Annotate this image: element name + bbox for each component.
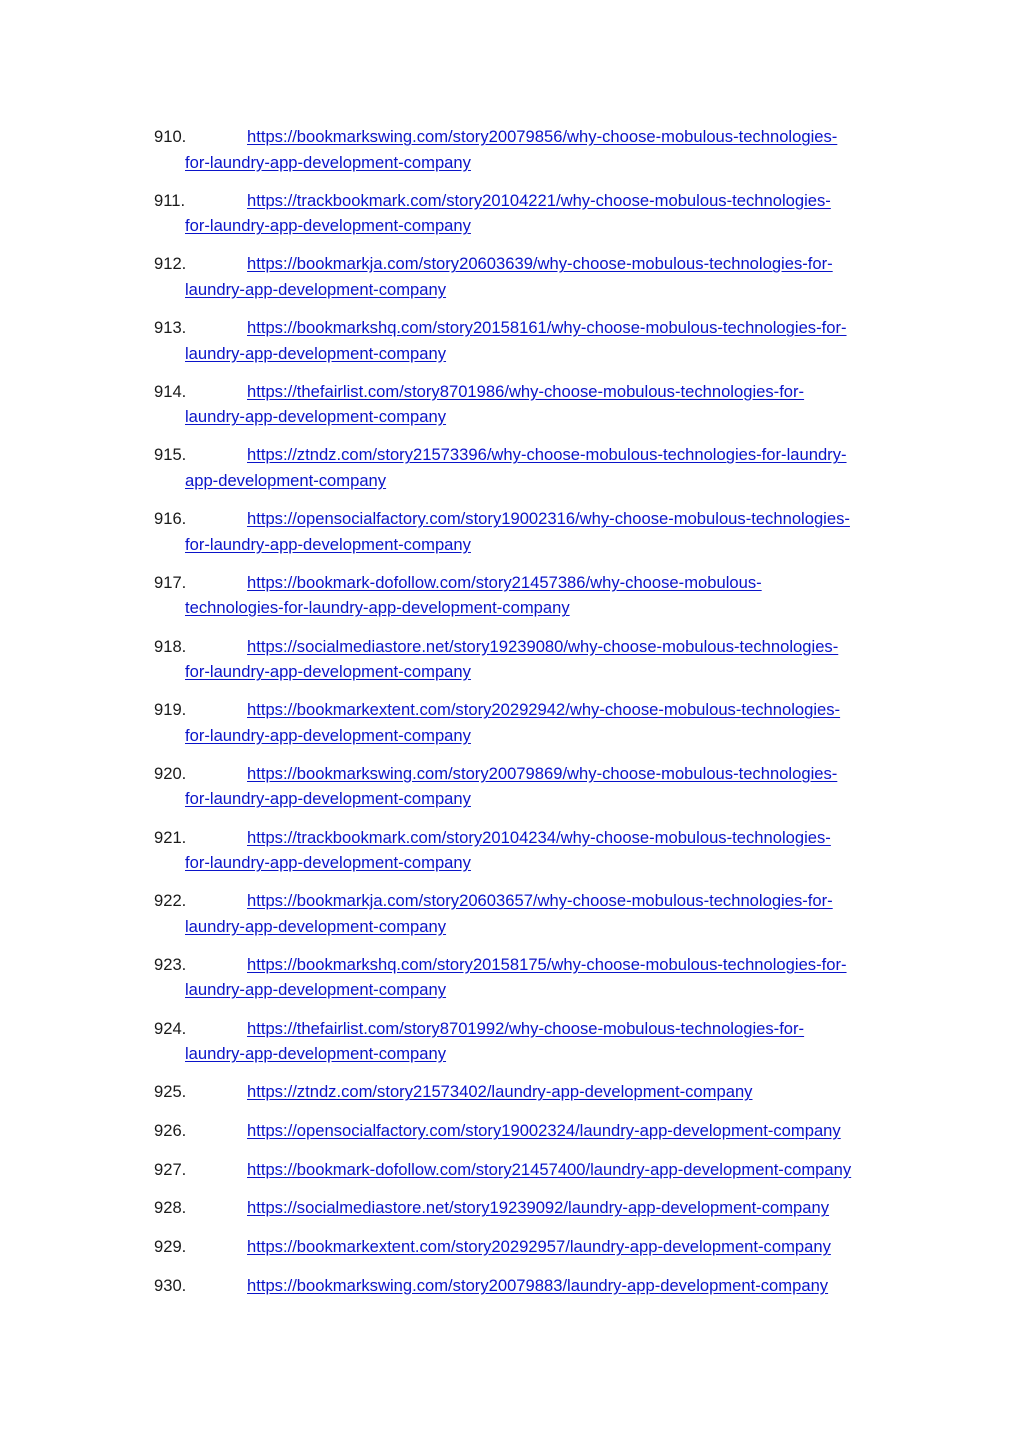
url-link-line-2: laundry-app-development-company	[185, 916, 447, 936]
list-item-number: 925.	[154, 1082, 187, 1102]
list-item-number: 922.	[154, 891, 187, 911]
link-list	[154, 124, 914, 1311]
list-item	[154, 251, 914, 315]
url-link[interactable]	[154, 1079, 914, 1105]
list-item	[154, 761, 914, 825]
list-item-number: 921.	[154, 827, 187, 847]
list-item-number: 910.	[154, 127, 187, 146]
list-item	[154, 1016, 914, 1080]
url-link-line-1: https://ztndz.com/story21573402/laundry-app-development-company	[247, 1082, 753, 1102]
url-link-line-1: https://socialmediastore.net/story19239080/why-choose-mobulous-technologies-	[247, 636, 839, 656]
url-link-line-2: for-laundry-app-development-company	[185, 216, 471, 236]
list-item-number: 915.	[154, 445, 187, 465]
url-link-line-2: laundry-app-development-company	[185, 1044, 447, 1064]
url-link[interactable]	[154, 251, 914, 302]
list-item-number: 920.	[154, 763, 187, 783]
url-link-line-1: https://bookmarkextent.com/story20292957/laundry-app-development-company	[247, 1237, 831, 1257]
url-link-line-2: for-laundry-app-development-company	[185, 534, 471, 554]
url-link-line-1: https://bookmarkswing.com/story20079869/why-choose-mobulous-technologies-	[247, 763, 838, 783]
url-link[interactable]	[154, 570, 914, 621]
url-link-line-1: https://bookmarkextent.com/story20292942/why-choose-mobulous-technologies-	[247, 700, 841, 720]
url-link-line-2: laundry-app-development-company	[185, 279, 447, 299]
url-link[interactable]	[154, 506, 914, 557]
list-item	[154, 1118, 914, 1157]
url-link-line-1: https://bookmarkshq.com/story20158175/why-choose-mobulous-technologies-for-	[247, 954, 847, 974]
url-link[interactable]	[154, 1118, 914, 1144]
list-item-number: 930.	[154, 1275, 187, 1295]
list-item-number: 927.	[154, 1159, 187, 1179]
url-link-line-1: https://opensocialfactory.com/story19002316/why-choose-mobulous-technologies-	[247, 509, 850, 529]
list-item-number: 928.	[154, 1198, 187, 1218]
url-link-line-1: https://thefairlist.com/story8701986/why-choose-mobulous-technologies-for-	[247, 381, 805, 401]
url-link-line-1: https://bookmarkswing.com/story20079883/laundry-app-development-company	[247, 1275, 829, 1295]
url-link-line-2: for-laundry-app-development-company	[185, 152, 471, 172]
list-item	[154, 697, 914, 761]
url-link-line-1: https://socialmediastore.net/story19239092/laundry-app-development-company	[247, 1198, 830, 1218]
list-item	[154, 825, 914, 889]
list-item-number: 923.	[154, 954, 187, 974]
url-link[interactable]	[154, 1157, 914, 1183]
url-link-line-2: laundry-app-development-company	[185, 980, 447, 1000]
url-link[interactable]	[154, 1273, 914, 1299]
list-item	[154, 634, 914, 698]
url-link-line-1: https://opensocialfactory.com/story19002324/laundry-app-development-company	[247, 1121, 841, 1140]
url-link-line-1: https://bookmarkshq.com/story20158161/why-choose-mobulous-technologies-for-	[247, 318, 847, 338]
url-link[interactable]	[154, 888, 914, 939]
list-item	[154, 1195, 914, 1234]
url-link-line-2: laundry-app-development-company	[185, 407, 447, 427]
list-item	[154, 124, 914, 188]
url-link-line-2: app-development-company	[185, 470, 387, 490]
url-link[interactable]	[154, 634, 914, 685]
url-link-line-1: https://bookmarkswing.com/story20079856/why-choose-mobulous-technologies-	[247, 127, 838, 146]
list-item-number: 919.	[154, 700, 187, 720]
url-link[interactable]	[154, 1234, 914, 1260]
list-item	[154, 188, 914, 252]
list-item	[154, 315, 914, 379]
url-link-line-1: https://trackbookmark.com/story20104221/why-choose-mobulous-technologies-	[247, 190, 831, 210]
url-link[interactable]	[154, 1195, 914, 1221]
url-link-line-1: https://bookmarkja.com/story20603657/why-choose-mobulous-technologies-for-	[247, 891, 833, 911]
url-link-line-2: for-laundry-app-development-company	[185, 725, 471, 745]
url-link-line-2: for-laundry-app-development-company	[185, 789, 471, 809]
list-item-number: 924.	[154, 1018, 187, 1038]
url-link[interactable]	[154, 697, 914, 748]
list-item	[154, 442, 914, 506]
list-item	[154, 1079, 914, 1118]
list-item-number: 914.	[154, 381, 187, 401]
list-item-number: 916.	[154, 509, 187, 529]
list-item	[154, 1234, 914, 1273]
url-link-line-2: technologies-for-laundry-app-development-company	[185, 598, 570, 618]
list-item-number: 911.	[154, 190, 186, 210]
list-item-number: 917.	[154, 572, 187, 592]
url-link[interactable]	[154, 124, 914, 175]
url-link[interactable]	[154, 379, 914, 430]
url-link-line-1: https://trackbookmark.com/story20104234/why-choose-mobulous-technologies-	[247, 827, 831, 847]
url-link-line-1: https://bookmark-dofollow.com/story21457400/laundry-app-development-company	[247, 1159, 852, 1179]
url-link-line-2: for-laundry-app-development-company	[185, 662, 471, 681]
url-link-line-1: https://thefairlist.com/story8701992/why-choose-mobulous-technologies-for-	[247, 1018, 805, 1038]
list-item-number: 918.	[154, 636, 187, 656]
list-item	[154, 1273, 914, 1312]
list-item	[154, 570, 914, 634]
url-link[interactable]	[154, 761, 914, 812]
url-link[interactable]	[154, 442, 914, 493]
url-link[interactable]	[154, 315, 914, 366]
list-item-number: 912.	[154, 254, 187, 274]
url-link-line-1: https://ztndz.com/story21573396/why-choose-mobulous-technologies-for-laundry-	[247, 445, 847, 465]
list-item-number: 913.	[154, 318, 187, 338]
list-item-number: 926.	[154, 1121, 187, 1140]
list-item-number: 929.	[154, 1237, 187, 1257]
list-item	[154, 888, 914, 952]
list-item	[154, 952, 914, 1016]
url-link[interactable]	[154, 1016, 914, 1067]
url-link-line-1: https://bookmarkja.com/story20603639/why-choose-mobulous-technologies-for-	[247, 254, 833, 274]
url-link[interactable]	[154, 952, 914, 1003]
url-link-line-2: for-laundry-app-development-company	[185, 853, 471, 873]
list-item	[154, 1157, 914, 1196]
url-link-line-1: https://bookmark-dofollow.com/story21457386/why-choose-mobulous-	[247, 572, 762, 592]
url-link[interactable]	[154, 825, 914, 876]
list-item	[154, 379, 914, 443]
url-link[interactable]	[154, 188, 914, 239]
url-link-line-2: laundry-app-development-company	[185, 343, 447, 363]
list-item	[154, 506, 914, 570]
